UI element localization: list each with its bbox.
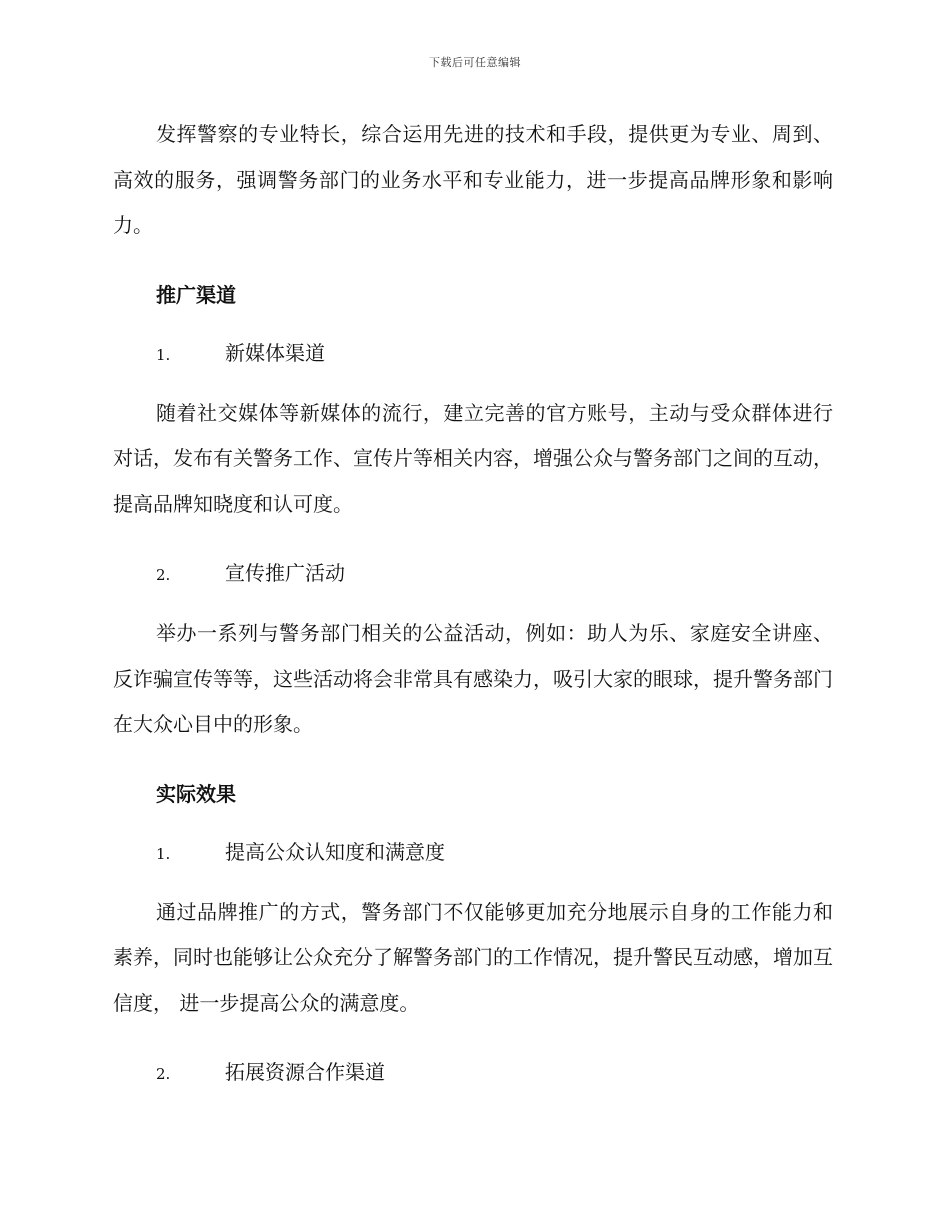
paragraph: 随着社交媒体等新媒体的流行，建立完善的官方账号，主动与受众群体进行对话，发布有关警务工作、宣传片等相关内容，增强公众与警务部门之间的互动，提高品牌知晓度和认可度。	[113, 400, 833, 516]
list-item-text: 新媒体渠道	[225, 340, 325, 365]
section-heading: 推广渠道	[156, 282, 236, 307]
list-number: 2.	[156, 566, 171, 584]
list-number: 1.	[156, 844, 171, 863]
list-item-text: 拓展资源合作渠道	[225, 1060, 385, 1084]
document-body	[113, 112, 833, 1110]
list-item	[113, 333, 833, 375]
list-item	[113, 1052, 833, 1094]
list-item-text: 提高公众认知度和满意度	[225, 839, 445, 864]
list-number: 2.	[156, 1065, 171, 1083]
list-item	[113, 832, 833, 874]
list-item-text: 宣传推广活动	[225, 561, 345, 585]
paragraph: 举办一系列与警务部门相关的公益活动，例如：助人为乐、家庭安全讲座、反诈骗宣传等等，这些活动将会非常具有感染力，吸引大家的眼球，提升警务部门在大众心目中的形象。	[113, 621, 833, 736]
page-header: 下载后可任意编辑	[429, 56, 521, 69]
paragraph: 通过品牌推广的方式，警务部门不仅能够更加充分地展示自身的工作能力和素养，同时也能够让公众充分了解警务部门的工作情况，提升警民互动感，增加互信度， 进一步提高公众的满意度。	[113, 899, 833, 1015]
list-number: 1.	[156, 345, 171, 364]
section-heading: 实际效果	[156, 781, 236, 806]
list-item	[113, 553, 833, 595]
paragraph: 发挥警察的专业特长，综合运用先进的技术和手段，提供更为专业、周到、高效的服务，强调警务部门的业务水平和专业能力，进一步提高品牌形象和影响力。	[113, 122, 833, 237]
